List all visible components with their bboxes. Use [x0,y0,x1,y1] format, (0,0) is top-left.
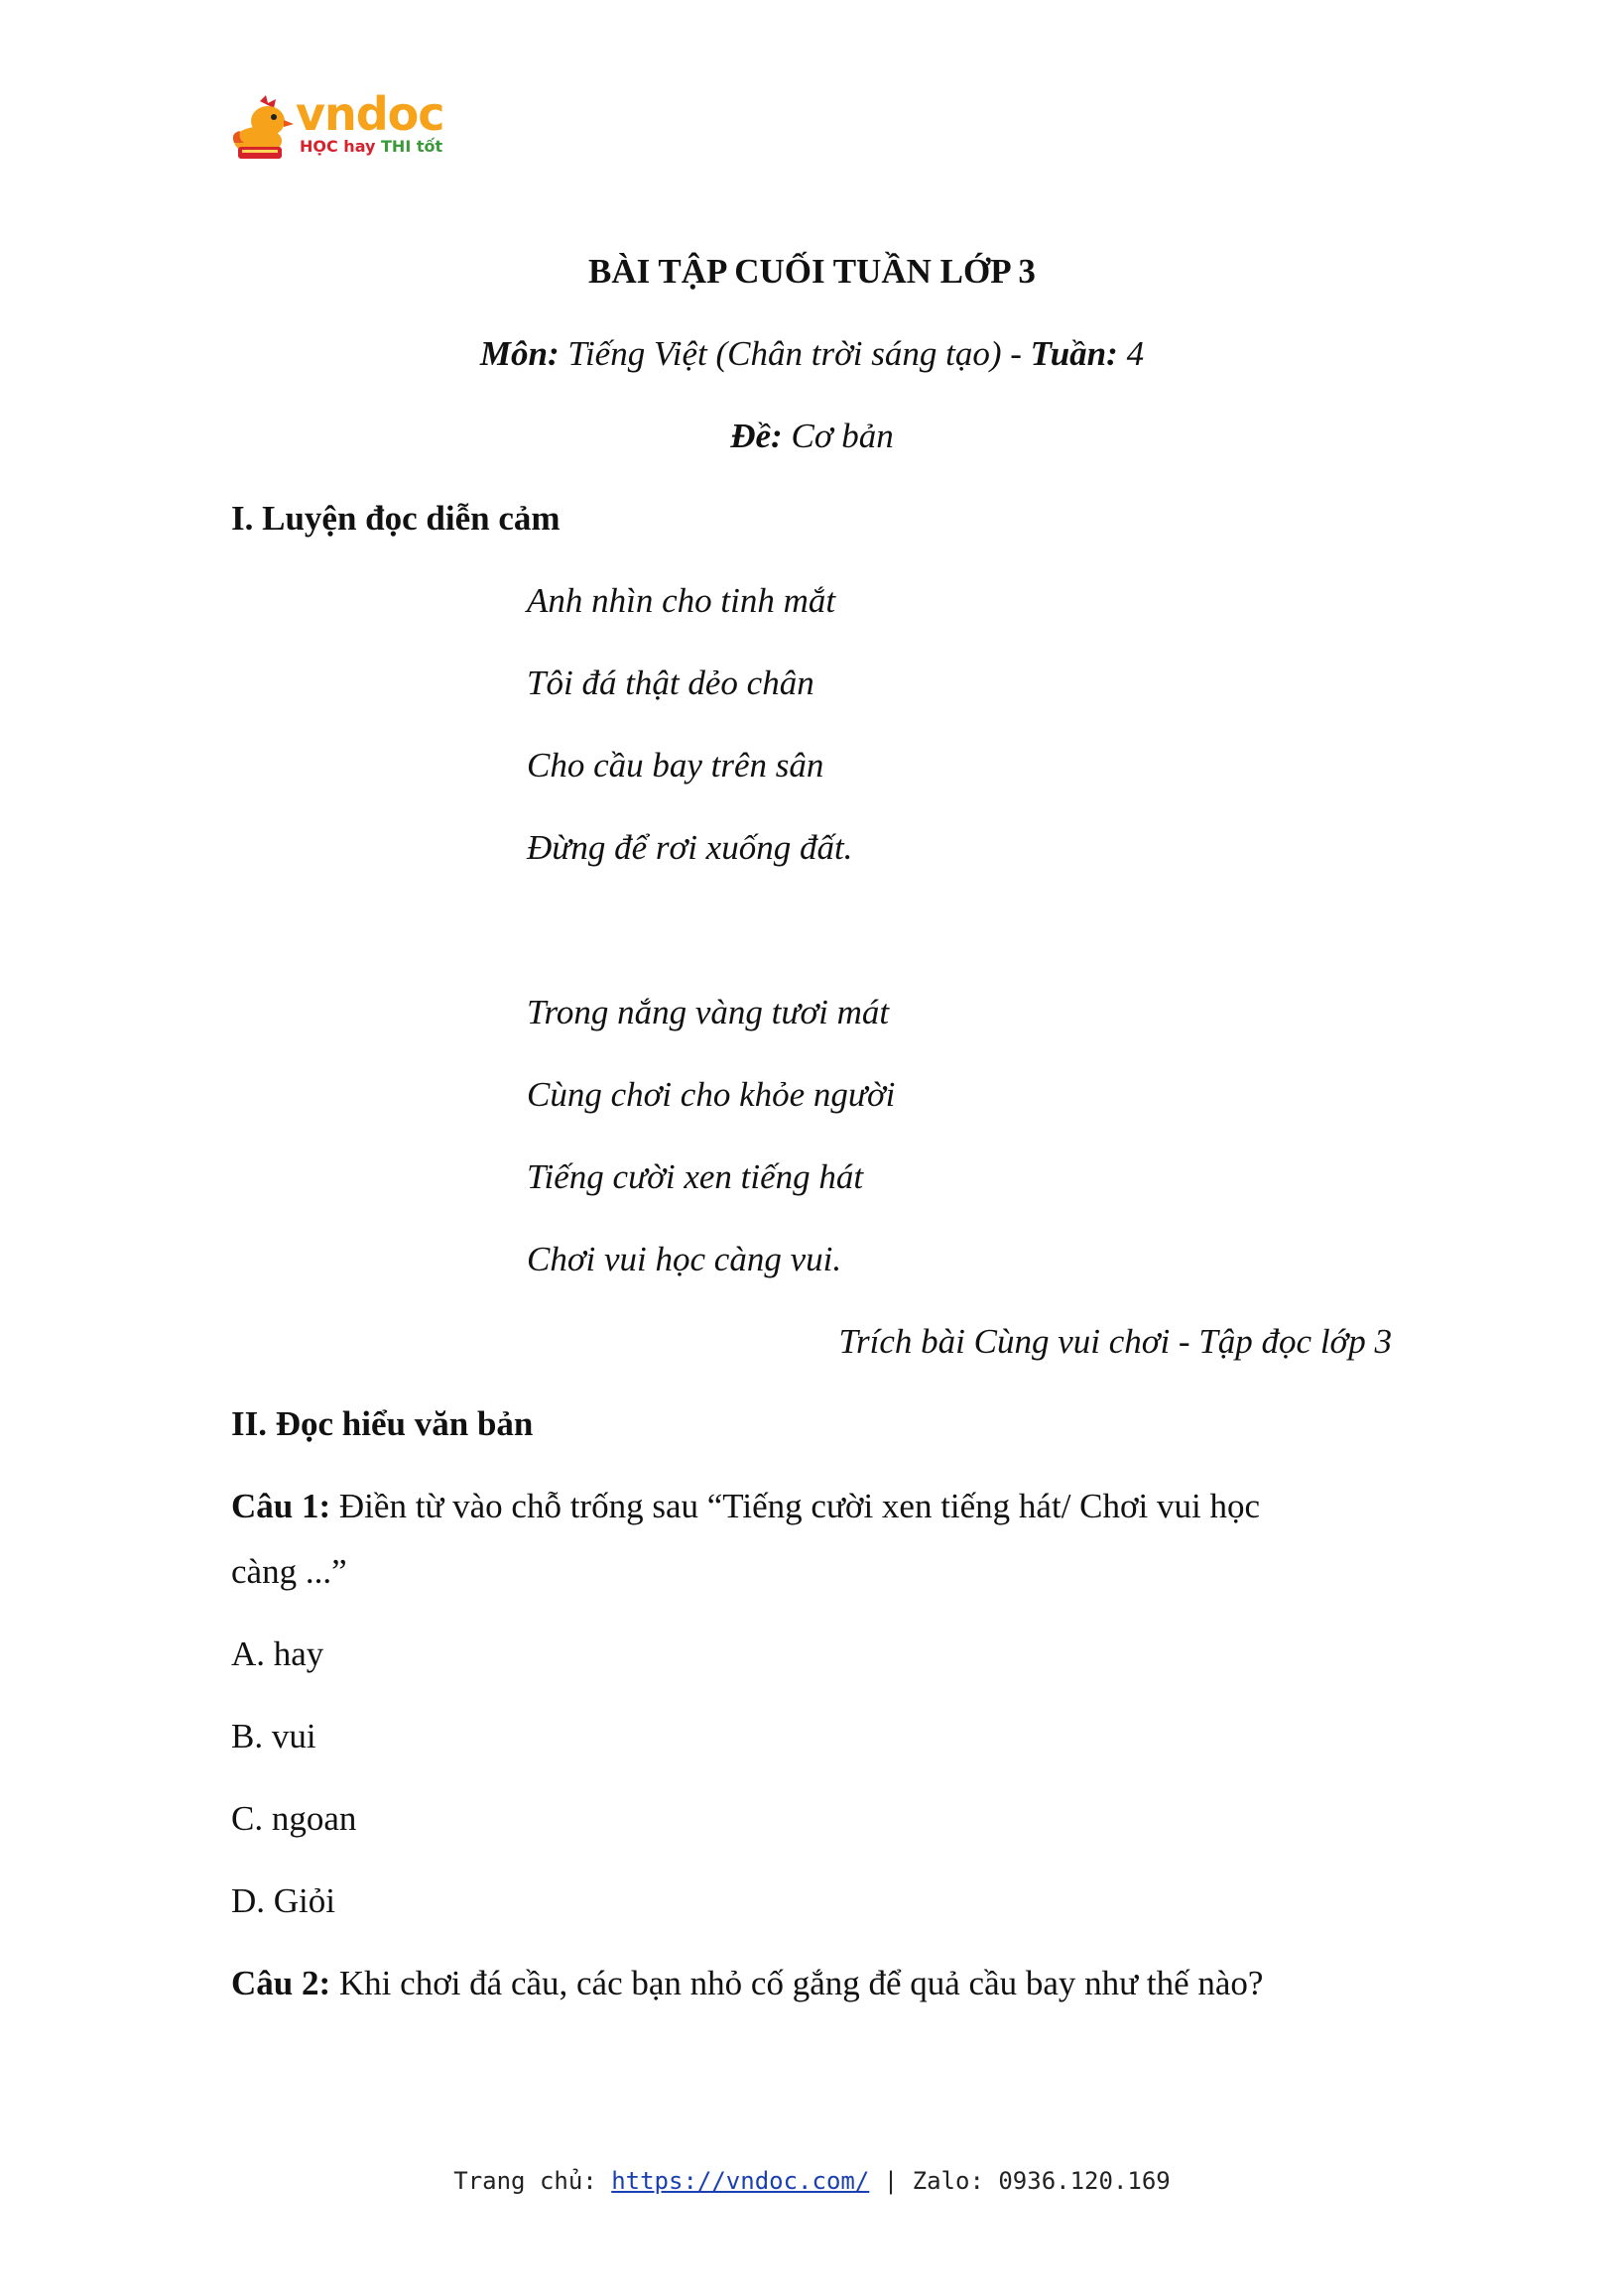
poem-line: Chơi vui học càng vui. [527,1240,842,1278]
vndoc-logo[interactable] [230,87,448,163]
question-1-line2: càng ...” [231,1552,347,1591]
question-2-text: Khi chơi đá cầu, các bạn nhỏ cố gắng để quả cầu bay như thế nào? [330,1964,1264,2002]
level-label: Đề: [730,417,783,455]
page-footer [0,2167,1624,2195]
subject-label: Môn: [479,334,560,373]
week-label: Tuần: [1030,334,1118,373]
section-heading-reading: I. Luyện đọc diễn cảm [231,499,561,538]
poem-line: Cho cầu bay trên sân [527,746,824,785]
logo-slogan-part1: HỌC hay [300,137,376,156]
poem-line: Cùng chơi cho khỏe người [527,1075,896,1114]
section-heading-comprehension: II. Đọc hiểu văn bản [231,1404,534,1443]
footer-separator: | [869,2167,913,2195]
footer-home-label: Trang chủ: [453,2167,612,2195]
poem-line: Đừng để rơi xuống đất. [527,828,853,867]
logo-brand-text: vndoc [296,87,444,141]
week-value: 4 [1117,334,1145,373]
answer-option: A. hay [231,1634,324,1673]
question-1-label: Câu 1: [231,1487,331,1525]
level-line [0,419,1624,453]
answer-option: C. ngoan [231,1799,357,1838]
chicken-mascot-icon [230,95,296,163]
subject-line [0,336,1624,371]
question-1-text: Điền từ vào chỗ trống sau “Tiếng cười xen tiếng hát/ Chơi vui học [330,1487,1261,1525]
poem-source: Trích bài Cùng vui chơi - Tập đọc lớp 3 [838,1322,1392,1361]
poem-line: Anh nhìn cho tinh mắt [527,581,836,620]
question-2-label: Câu 2: [231,1964,331,2002]
footer-home-link[interactable]: https://vndoc.com/ [611,2167,870,2195]
footer-zalo: Zalo: 0936.120.169 [912,2167,1171,2195]
logo-slogan [300,139,442,155]
subject-value: Tiếng Việt (Chân trời sáng tạo) - [559,334,1031,373]
question-2 [231,1966,1263,2000]
poem-line: Tôi đá thật dẻo chân [527,664,814,702]
page-title: BÀI TẬP CUỐI TUẦN LỚP 3 [588,252,1036,291]
poem-line: Trong nắng vàng tươi mát [527,993,890,1031]
logo-slogan-part2: THI tốt [381,137,443,156]
answer-option: B. vui [231,1717,316,1755]
answer-option: D. Giỏi [231,1881,335,1920]
level-value: Cơ bản [782,417,894,455]
question-1-line1 [231,1489,1260,1523]
poem-line: Tiếng cười xen tiếng hát [527,1157,864,1196]
